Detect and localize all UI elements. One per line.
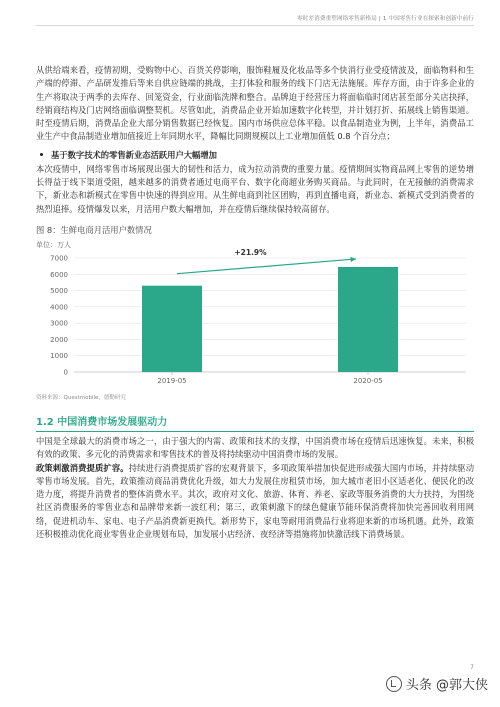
paragraph-policy bbox=[36, 462, 474, 542]
header-divider bbox=[36, 25, 474, 26]
y-tick-label: 3000 bbox=[50, 319, 68, 328]
running-header: 零时差消费重塑网络零售新格局 | 1 中国零售行业在探索和创新中前行 bbox=[297, 16, 474, 22]
figure-title: 图 8：生鲜电商月活用户数情况 bbox=[36, 224, 152, 235]
main-content bbox=[36, 64, 474, 541]
figure-source: 资料来源：Questmobile，德勤研究 bbox=[36, 394, 126, 401]
y-tick-label: 1000 bbox=[50, 352, 68, 361]
y-tick-label: 5000 bbox=[50, 287, 68, 296]
paragraph-supply-side: 从供给端来看，疫情初期，受购物中心、百货关停影响，服饰鞋履及化妆品等多个快消行业受疫情波及，面临物料和生产端的停滞、产品研发推后等来自供应链端的挑战，主打体验和服务的线下门店无法施展。库存方面，由于许多企业的生产将取决于两季的去库存、回笼资金，行业面临洗牌和整合。品牌迫于经营压力将面临临时闭店甚至部分关店抉择，经销商结构及门店网络面临调整契机。尽管如此，消费品企业开始加速数字化转型，并计划打折、拓展线上销售渠道。时至疫情后期，消费品企业大部分销售数据已经恢复。国内市场供应总体平稳。以食品制造业为例，上半年，消费品工业生产中食品制造业增加值接近上年同期水平，降幅比同期规模以上工业增加值低 0.8 个百分点； bbox=[36, 65, 474, 142]
page-number: 7 bbox=[470, 664, 474, 671]
y-tick-label: 0 bbox=[63, 368, 68, 377]
bar-chart bbox=[36, 240, 474, 390]
y-tick-label: 6000 bbox=[50, 270, 68, 279]
y-tick-label: 2000 bbox=[50, 335, 68, 344]
watermark-logo-icon bbox=[386, 676, 402, 692]
chart-unit-label: 单位：万人 bbox=[36, 240, 71, 249]
x-tick-label: 2019-05 bbox=[157, 376, 187, 385]
chart-canvas bbox=[36, 240, 474, 390]
y-tick-label: 4000 bbox=[50, 303, 68, 312]
growth-arrow-line bbox=[177, 259, 356, 274]
section-heading: 1.2 中国消费市场发展驱动力 bbox=[36, 416, 168, 428]
bullet-heading bbox=[36, 149, 474, 161]
y-tick-label: 7000 bbox=[50, 254, 68, 263]
growth-annotation: +21.9% bbox=[234, 247, 267, 257]
growth-arrow-head-icon bbox=[350, 257, 356, 262]
paragraph-market-drivers: 中国是全球最大的消费市场之一，由于强大的内需、政策和技术的支撑，中国消费市场在疫情后迅速恢复。未来，积极有效的政策、多元化的消费需求和零售技术的普及将持续驱动中国消费市场的发展。 bbox=[36, 435, 474, 460]
bar bbox=[142, 286, 202, 372]
x-tick-label: 2020-05 bbox=[353, 376, 383, 385]
watermark-text: 头条 @郭大侠 bbox=[405, 678, 488, 693]
paragraph-online-retail: 本次疫情中，网络零售市场展现出强大的韧性和活力，成为拉动消费的重要力量。疫情期间实物商品网上零售的逆势增长得益于线下渠道受阻，越来越多的消费者通过电商平台、数字化商超业务购买商品。与此同时，在无接触的消费需求下，新业态和新模式在零售中快速的得到应用。从生鲜电商到社区团购，再到直播电商，新业态、新模式受到消费者的热烈追捧。疫情爆发以来，月活用户数大幅增加，并在疫情后继续保持较高留存。 bbox=[36, 163, 474, 214]
watermark bbox=[386, 674, 488, 693]
bullet-heading-text: 基于数字技术的零售新业态活跃用户大幅增加 bbox=[51, 149, 217, 160]
bar bbox=[338, 267, 398, 372]
paragraph-policy-text: 持续进行消费提质扩容的宏观背景下，多项政策举措加快促进形成强大国内市场，并持续驱动零售市场发展。首先，政策推动商品消费优化升级，如大力发展住房租赁市场，加大城市老旧小区适老化、便民化的改造力度，将提升消费者的整体消费水平。其次，政府对文化、旅游、体育、养老、家政等服务消费的大力扶持，为围绕社区消费服务的零售业态和品牌带来新一波红利；第三，政策刺激下的绿色健康节能环保消费将加快完善回收利用网络，促进机动车、家电、电子产品消费新更换代。新形势下，家电等耐用消费品行业将迎来新的市场机遇。此外，政策还积极推动优化商业零售业企业规划布局，加发展小店经济、夜经济等措施将加快激活线下消费场景。 bbox=[36, 462, 474, 540]
bullet-dot-icon bbox=[40, 153, 43, 156]
paragraph-policy-lead: 政策刺激消费提质扩容。 bbox=[36, 462, 129, 473]
section-divider bbox=[36, 431, 474, 432]
